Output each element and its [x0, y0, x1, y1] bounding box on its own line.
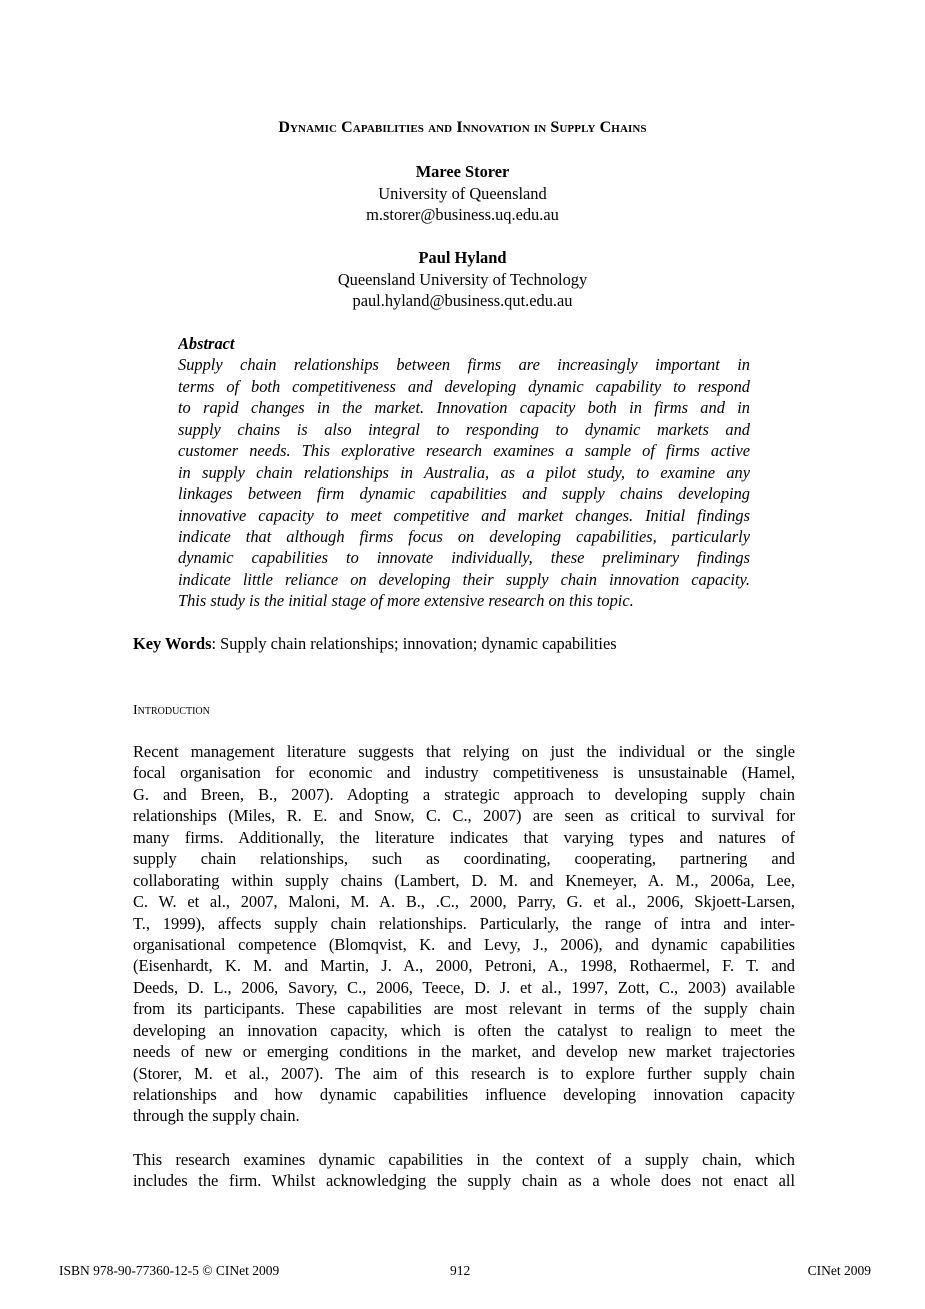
text-line: through the supply chain.: [133, 1106, 300, 1126]
paper-title: Dynamic Capabilities and Innovation in Supply Chains: [278, 119, 647, 136]
text-line: collaborating within supply chains (Lambert, D. M. and Knemeyer, A. M., 2006a, Lee,: [133, 870, 795, 890]
text-line: in supply chain relationships in Australia, as a pilot study, to examine any: [178, 462, 750, 482]
text-line: developing an innovation capacity, which is often the catalyst to realign to meet the: [133, 1020, 795, 1040]
intro-paragraph-1: [133, 741, 795, 1127]
text-line: C. W. et al., 2007, Maloni, M. A. B., .C., 2000, Parry, G. et al., 2006, Skjoett-Larsen,: [133, 892, 795, 912]
text-line: relationships and how dynamic capabilities influence developing innovation capacity: [133, 1085, 795, 1104]
text-line: dynamic capabilities to innovate individually, these preliminary findings: [178, 548, 750, 568]
footer-page-number: 912: [450, 1263, 471, 1278]
intro-paragraph-2: [133, 1149, 795, 1192]
text-line: to rapid changes in the market. Innovation capacity both in firms and in: [178, 398, 750, 418]
author-email[interactable]: m.storer@business.uq.edu.au: [366, 205, 559, 224]
author-name: Paul Hyland: [418, 248, 507, 267]
author-name: Maree Storer: [415, 162, 510, 181]
text-line: relationships (Miles, R. E. and Snow, C. C., 2007) are seen as critical to survival for: [133, 806, 795, 826]
text-line: supply chain relationships, such as coordinating, cooperating, partnering and: [133, 849, 795, 869]
text-line: supply chains is also integral to responding to dynamic markets and: [178, 419, 750, 439]
text-line: from its participants. These capabilities are most relevant in terms of the supply chain: [133, 999, 795, 1019]
text-line: linkages between firm dynamic capabilities and supply chains developing: [178, 484, 750, 504]
text-line: terms of both competitiveness and developing dynamic capability to respond: [178, 376, 750, 396]
text-line: customer needs. This explorative research examines a sample of firms active: [178, 441, 750, 461]
abstract-heading: Abstract: [178, 334, 235, 353]
keywords-text: : Supply chain relationships; innovation; dynamic capabilities: [211, 634, 617, 653]
text-line: (Eisenhardt, K. M. and Martin, J. A., 2000, Petroni, A., 1998, Rothaermel, F. T. and: [133, 956, 795, 976]
author-email[interactable]: paul.hyland@business.qut.edu.au: [352, 291, 573, 310]
text-line: indicate little reliance on developing their supply chain innovation capacity.: [178, 569, 750, 589]
abstract: [178, 333, 750, 612]
text-line: T., 1999), affects supply chain relationships. Particularly, the range of intra and inter-: [133, 913, 795, 933]
author-block-2: [0, 247, 925, 312]
text-line: needs of new or emerging conditions in the market, and develop new market trajectories: [133, 1042, 795, 1062]
text-line: Deeds, D. L., 2006, Savory, C., 2006, Teece, D. J. et al., 1997, Zott, C., 2003) available: [133, 977, 795, 997]
section-heading-introduction: Introduction: [133, 703, 210, 718]
text-line: G. and Breen, B., 2007). Adopting a strategic approach to developing supply chain: [133, 784, 795, 804]
footer-right: CINet 2009: [807, 1263, 871, 1278]
text-line: Recent management literature suggests that relying on just the individual or the single: [133, 742, 795, 761]
text-line: Supply chain relationships between firms are increasingly important in: [178, 355, 750, 375]
text-line: This research examines dynamic capabilities in the context of a supply chain, which: [133, 1150, 795, 1169]
author-affiliation: Queensland University of Technology: [337, 269, 588, 289]
text-line: organisational competence (Blomqvist, K. and Levy, J., 2006), and dynamic capabilities: [133, 934, 795, 954]
text-line: includes the firm. Whilst acknowledging the supply chain as a whole does not enact all: [133, 1171, 795, 1191]
text-line: (Storer, M. et al., 2007). The aim of this research is to explore further supply chain: [133, 1063, 795, 1083]
text-line: innovative capacity to meet competitive and market changes. Initial findings: [178, 505, 750, 525]
text-line: indicate that although firms focus on developing capabilities, particularly: [178, 526, 750, 546]
author-block-1: [0, 161, 925, 226]
footer-isbn: ISBN 978-90-77360-12-5 © CINet 2009: [59, 1263, 280, 1278]
text-line: many firms. Additionally, the literature indicates that varying types and natures of: [133, 827, 795, 847]
text-line: This study is the initial stage of more extensive research on this topic.: [178, 591, 634, 611]
keywords: [133, 633, 795, 655]
keywords-label: Key Words: [133, 634, 212, 653]
text-line: focal organisation for economic and industry competitiveness is unsustainable (Hamel,: [133, 763, 795, 783]
author-affiliation: University of Queensland: [378, 183, 547, 203]
